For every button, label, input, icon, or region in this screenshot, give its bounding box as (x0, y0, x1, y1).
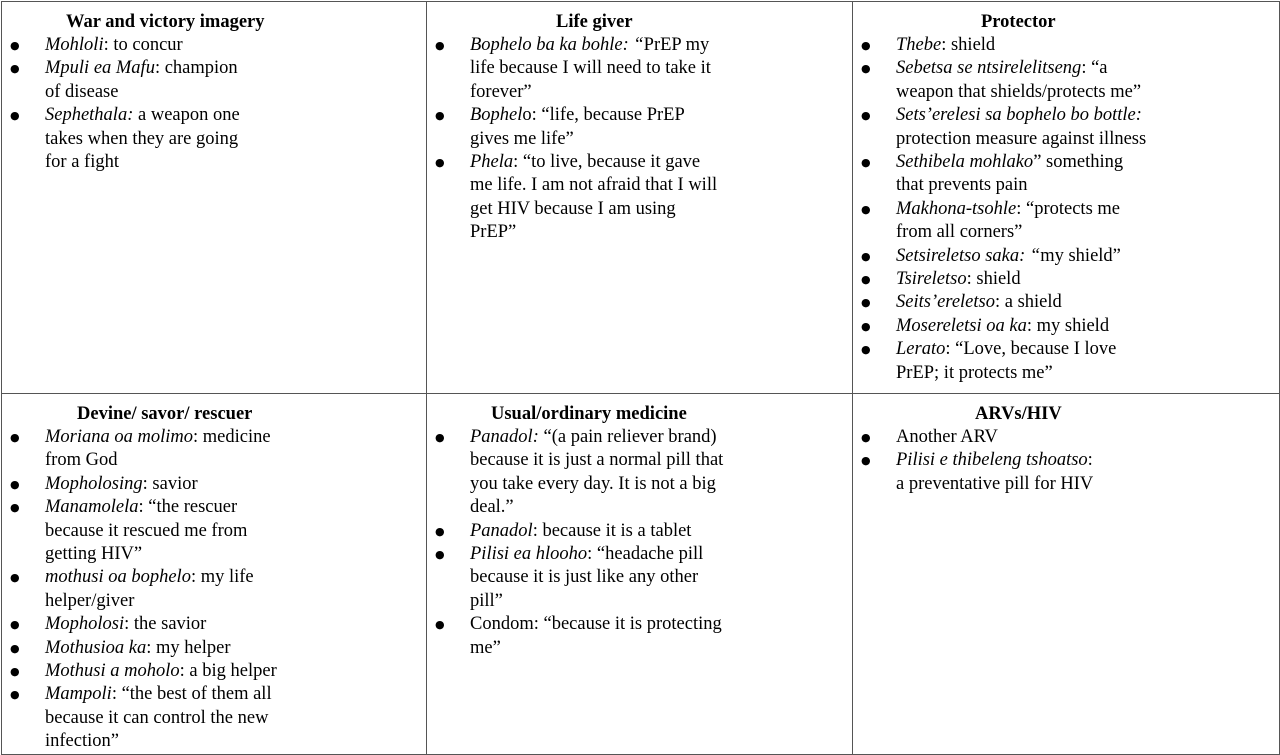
bullet-icon: ● (10, 109, 20, 123)
item-text: ” something that prevents pain (896, 152, 1124, 196)
item-term: Panadol: (470, 427, 539, 447)
item-text: : a big helper (179, 661, 277, 682)
cell-title: War and victory imagery (66, 12, 265, 32)
item-text: : my life helper/giver (45, 567, 254, 611)
item-text: : medicine from God (45, 427, 271, 471)
item-term: Makhona-tsohle (896, 198, 1017, 219)
list-item (859, 338, 1149, 385)
item-term: Mosereletsi oa ka (896, 315, 1027, 336)
item-term: Setsireletso saka: “ (896, 245, 1041, 266)
item-text: o: “life, because PrEP gives me life” (470, 105, 685, 149)
list-item (859, 245, 1149, 268)
bullet-icon: ● (861, 296, 871, 310)
item-text: : “Love, because I love PrEP; it protects me” (896, 339, 1117, 383)
cell-title: Usual/ordinary medicine (491, 404, 687, 424)
bullet-icon: ● (861, 343, 871, 357)
table-row (2, 2, 1280, 394)
item-term: Mopholosing (45, 473, 143, 494)
bullet-icon: ● (435, 39, 445, 52)
item-text: : shield (941, 35, 996, 55)
list-item (859, 104, 1149, 151)
item-list (8, 34, 248, 174)
item-term: Mothusioa ka (45, 637, 147, 658)
item-term: Panadol (470, 520, 533, 541)
list-item (859, 426, 1099, 449)
list-item (8, 660, 298, 683)
list-item (8, 637, 298, 660)
item-term: Pilisi e thibeleng tshoatso (896, 450, 1088, 471)
bullet-icon: ● (861, 39, 871, 52)
list-item (433, 104, 723, 151)
item-term: Thebe (896, 35, 942, 55)
table-row (2, 394, 1280, 755)
bullet-icon: ● (10, 477, 20, 491)
list-item (433, 520, 733, 543)
item-term: mothusi oa bophelo (45, 567, 191, 588)
item-text: : a preventative pill for HIV (896, 450, 1094, 494)
item-text: : my helper (146, 637, 231, 658)
bullet-icon: ● (10, 431, 20, 444)
list-item (859, 268, 1149, 291)
bullet-icon: ● (861, 319, 871, 333)
bullet-icon: ● (10, 665, 20, 679)
item-text: PrEP my life because I will need to take it forever” (470, 35, 711, 102)
bullet-icon: ● (861, 431, 871, 444)
bullet-icon: ● (861, 454, 871, 468)
cell-title: Devine/ savor/ rescuer (77, 404, 253, 424)
item-term: Tsireletso (896, 269, 967, 290)
item-term: Mpuli ea Mafu (45, 58, 155, 79)
list-item (8, 34, 248, 57)
item-term: Phela (470, 152, 514, 173)
item-text: Another ARV (896, 427, 998, 447)
list-item (859, 198, 1149, 245)
bullet-icon: ● (435, 156, 445, 170)
bullet-icon: ● (10, 62, 20, 76)
bullet-icon: ● (435, 431, 445, 444)
list-item (8, 683, 298, 753)
list-item (859, 34, 1149, 57)
bullet-icon: ● (861, 273, 871, 287)
bullet-icon: ● (10, 501, 20, 515)
item-list (433, 426, 733, 660)
item-term: Manamolela (45, 497, 139, 518)
list-item (8, 104, 248, 174)
item-text: : “the rescuer because it rescued me from getting HIV” (45, 497, 248, 565)
bullet-icon: ● (861, 62, 871, 76)
item-term: Sethibela mohlako (896, 152, 1034, 173)
list-item (859, 449, 1099, 496)
bullet-icon: ● (861, 156, 871, 170)
item-text: my shield” (1040, 245, 1121, 266)
list-item (8, 566, 298, 613)
bullet-icon: ● (435, 618, 445, 632)
item-term: Sephethala: (45, 105, 134, 126)
item-text: : the savior (124, 614, 207, 635)
bullet-icon: ● (10, 571, 20, 585)
item-term: Pilisi ea hlooho (470, 544, 588, 565)
bullet-icon: ● (10, 39, 20, 52)
cell-title: Protector (981, 12, 1056, 32)
item-text: : “the best of them all because it can control the new infection” (45, 684, 272, 752)
item-term: Mohloli (45, 35, 104, 55)
item-term: Sebetsa se ntsirelelitseng (896, 58, 1082, 79)
item-text: : a shield (994, 292, 1062, 313)
cell-war-victory (2, 2, 427, 394)
bullet-icon: ● (861, 109, 871, 123)
list-item (433, 34, 723, 104)
item-text: protection measure against illness (896, 128, 1147, 149)
list-item (433, 151, 723, 245)
list-item (859, 291, 1149, 314)
item-text: : “headache pill because it is just like any other pill” (470, 544, 704, 611)
bullet-icon: ● (10, 641, 20, 655)
item-list (433, 34, 723, 245)
item-text: : because it is a tablet (532, 520, 692, 541)
item-list (859, 426, 1099, 496)
list-item (8, 426, 298, 473)
item-term: Mopholosi (45, 614, 125, 635)
item-list (8, 426, 298, 754)
item-text: a weapon one takes when they are going for a fight (45, 105, 240, 173)
metaphor-table (1, 1, 1280, 755)
item-text: : “to live, because it gave me life. I am not afraid that I will get HIV because I am using PrEP” (470, 152, 718, 243)
item-text: : to concur (103, 35, 183, 55)
item-text: : champion of disease (45, 58, 238, 102)
list-item (433, 426, 733, 520)
list-item (8, 473, 298, 496)
item-term: Moriana oa molimo (45, 427, 193, 447)
item-text: “(a pain reliever brand) because it is just a normal pill that you take every day. It is not a big deal.” (470, 427, 724, 518)
list-item (859, 57, 1149, 104)
list-item (8, 496, 298, 566)
item-text: Condom: “because it is protecting me” (470, 614, 722, 658)
bullet-icon: ● (861, 249, 871, 263)
item-term: Bophel (470, 105, 523, 126)
list-item (8, 57, 248, 104)
item-text: : “protects me from all corners” (896, 198, 1120, 243)
list-item (433, 613, 733, 660)
item-list (859, 34, 1149, 385)
item-term: Bophelo ba ka bohle: “ (470, 35, 644, 55)
list-item (433, 543, 733, 613)
item-text: : “a weapon that shields/protects me” (896, 58, 1142, 102)
cell-arvs-hiv (853, 394, 1280, 755)
list-item (859, 151, 1149, 198)
item-term: Sets’erelesi sa bophelo bo bottle: (896, 105, 1142, 126)
item-text: : shield (966, 269, 1021, 290)
item-term: Seits’ereletso (896, 292, 995, 313)
bullet-icon: ● (861, 202, 871, 216)
bullet-icon: ● (10, 618, 20, 632)
cell-title: Life giver (556, 12, 633, 32)
cell-life-giver (427, 2, 853, 394)
bullet-icon: ● (10, 688, 20, 702)
item-term: Mampoli (45, 684, 112, 705)
bullet-icon: ● (435, 524, 445, 538)
item-term: Mothusi a moholo (45, 661, 180, 682)
bullet-icon: ● (435, 109, 445, 123)
cell-divine-savior (2, 394, 427, 755)
list-item (8, 613, 298, 636)
cell-protector (853, 2, 1280, 394)
item-term: Lerato (896, 339, 946, 360)
cell-title: ARVs/HIV (975, 404, 1062, 424)
cell-ordinary-medicine (427, 394, 853, 755)
bullet-icon: ● (435, 548, 445, 562)
item-text: : savior (142, 473, 198, 494)
list-item (859, 315, 1149, 338)
item-text: : my shield (1026, 315, 1110, 336)
